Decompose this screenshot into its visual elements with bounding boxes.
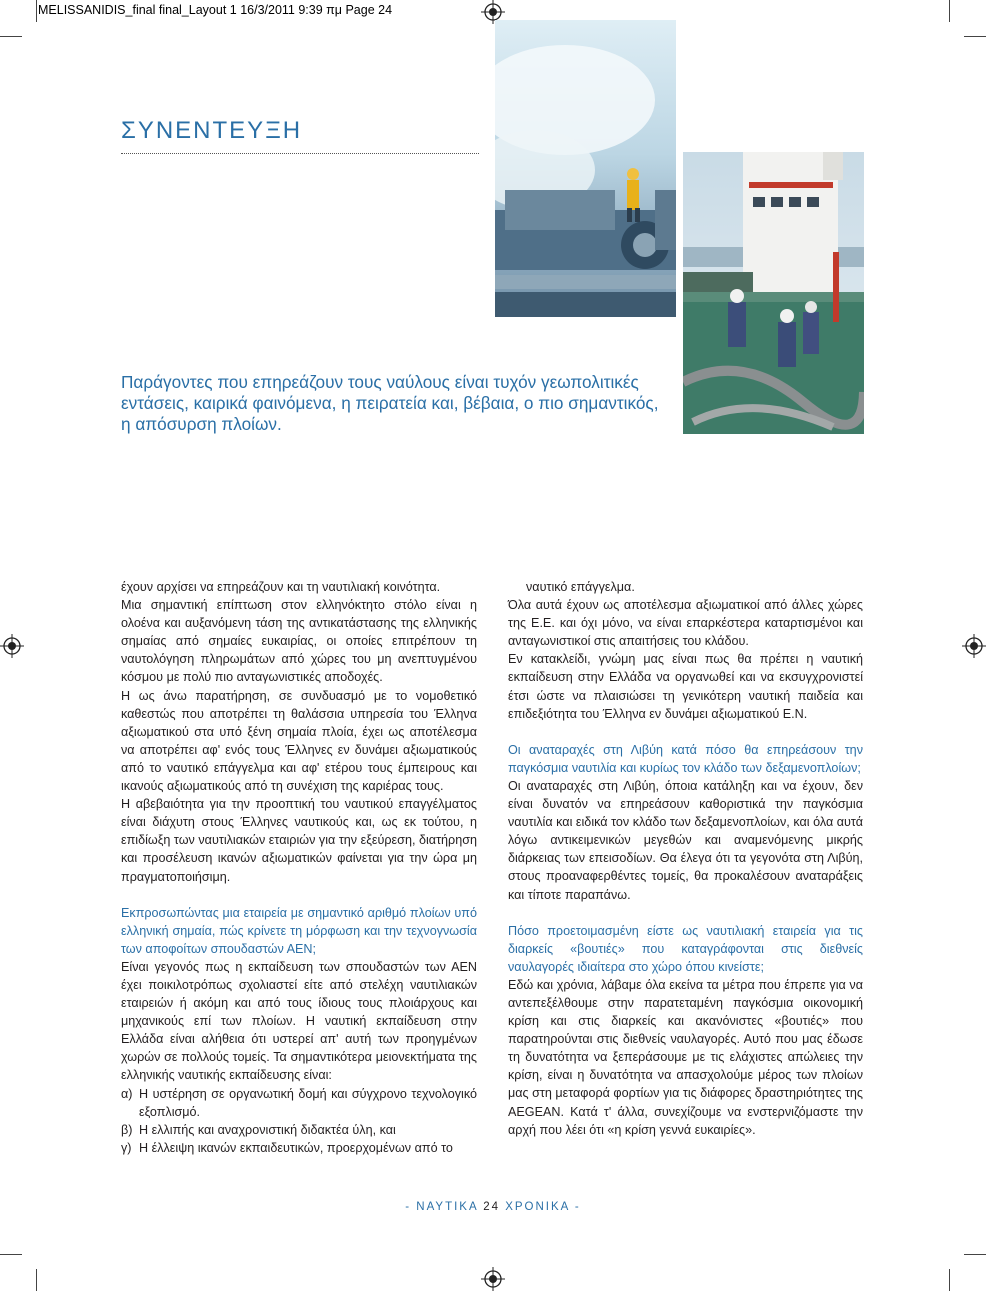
crop-mark-tr-h	[964, 36, 986, 37]
print-slug: MELISSANIDIS_final final_Layout 1 16/3/2011 9:39 πμ Page 24	[38, 3, 393, 17]
list-marker: α)	[121, 1086, 133, 1101]
crop-mark-br-v	[949, 1269, 950, 1291]
crop-mark-tr-v	[949, 0, 950, 22]
col2-question-2: Πόσο προετοιμασμένη είστε ως ναυτιλιακή εταιρεία για τις διαρκείς «βουτιές» που καταγράφονται στις διεθνείς ναυλαγορές ιδιαίτερα στο χώρο όπου κινείστε;	[508, 923, 863, 974]
crop-mark-br-h	[964, 1254, 986, 1255]
crop-mark-tl-v	[36, 0, 37, 22]
crop-mark-tl-h	[0, 36, 22, 37]
col2-paragraph-1: ναυτικό επάγγελμα.	[526, 580, 635, 594]
col1-paragraph-3: Η ως άνω παρατήρηση, σε συνδυασμό με το νομοθετικό καθεστώς που αποτρέπει τη θαλάσσια υπηρεσία του Έλληνα αξιωματικού στα υπό ξένη σημαία πλοία, έχει ως αποτέλεσμα να αποτρέπει αφ' ενός τους Έλληνες εν δυνάμει αξιωματικούς από το ναυτικό επάγγελμα και αφ' ετέρου τους έμπειρους και ικανούς αξιωματικούς από τη συνέχιση της καριέρας τους.	[121, 688, 477, 794]
crop-mark-bl-v	[36, 1269, 37, 1291]
col2-answer-1: Οι αναταραχές στη Λιβύη, όποια κατάληξη και να έχουν, δεν είναι δυνατόν να επηρεάσουν καθοριστικά την παγκόσμια ναυτιλία και ειδικά τον κλάδο των δεξαμενοπλοίων, και όλα αυτά λόγω αντικειμενικών μεγεθών και αναμενόμενης μικρής διάρκειας των επεισοδίων. Θα έλεγα ότι τα γεγονότα στη Λιβύη, στους προαναφερθέντες τομείς, θα προκαλέσουν αναταράξεις και τίποτε παραπάνω.	[508, 778, 863, 902]
lead-pull-quote: Παράγοντες που επηρεάζουν τους ναύλους είναι τυχόν γεωπολιτικές εντάσεις, καιρικά φαινόμενα, η πειρατεία και, βέβαια, ο πιο σημαντικός, η απόσυρση πλοίων.	[121, 372, 659, 434]
registration-mark-left-icon	[0, 634, 24, 658]
crop-mark-bl-h	[0, 1254, 22, 1255]
page-footer	[0, 1201, 986, 1213]
list-marker: β)	[121, 1122, 133, 1137]
registration-mark-right-icon	[962, 634, 986, 658]
footer-magazine-word-2: ΧΡΟΝΙΚΑ	[505, 1201, 570, 1213]
list-item	[121, 1121, 477, 1139]
list-text: Η έλλειψη ικανών εκπαιδευτικών, προερχομένων από το	[139, 1140, 453, 1155]
list-text: Η υστέρηση σε οργανωτική δομή και σύγχρονο τεχνολογικό εξοπλισμό.	[139, 1086, 477, 1119]
col2-paragraph-3: Εν κατακλείδι, γνώμη μας είναι πως θα πρέπει η ναυτική εκπαίδευση στην Ελλάδα να οργανωθεί και να εκσυγχρονιστεί έτσι ώστε να πλαισιώσει τη γενικότερη ναυτική παιδεία και επιδεξιότητα του Έλληνα εν δυνάμει αξιωματικού Ε.Ν.	[508, 652, 863, 721]
photo-tanker-deck-crew	[683, 152, 864, 434]
registration-mark-bottom-icon	[481, 1267, 505, 1291]
photo-ship-machinery	[495, 20, 676, 317]
col2-answer-2: Εδώ και χρόνια, λάβαμε όλα εκείνα τα μέτρα που έπρεπε για να αντεπεξέλθουμε στην παρατεταμένη παγκόσμια οικονομική κρίση και στις διαρκείς και ακανόνιστες «βουτιές» που παρατηρούνται στις διεθνείς ναυλαγορές. Αυτό που μας έδωσε τη δυνατότητα να ξεπεράσουμε με τις ελάχιστες απώλειες την κρίση, είναι η δυνατότητα να απασχολούμε μέρος των πλοίων μας στη μεταφορά φορτίων για τις διάφορες δραστηριότητες της AEGEAN. Κατά τ' άλλα, συνεχίζουμε να ενστερνιζόμαστε την αρχή που λέει ότι «η κρίση γεννά ευκαιρίες».	[508, 977, 863, 1137]
col1-answer-1: Είναι γεγονός πως η εκπαίδευση των σπουδαστών των ΑΕΝ έχει ποικιλοτρόπως σχολιαστεί είτε από στελέχη ναυτιλιακών εταιρειών ή ακόμη και από τους ίδιους τους πλοιάρχους και μηχανικούς επί των πλοίων. Η ναυτική εκπαίδευση στην Ελλάδα είναι αλήθεια ότι υστερεί απ' αυτή των προηγμένων χωρών σε πολλούς τομείς. Τα σημαντικότερα μειονεκτήματα της ελληνικής ναυτικής εκπαίδευσης είναι:	[121, 959, 477, 1083]
heading-dotted-rule	[121, 153, 479, 154]
list-item	[121, 1085, 477, 1121]
col1-paragraph-2: Μια σημαντική επίπτωση στον ελληνόκτητο στόλο είναι η ολοένα και αυξανόμενη τάση της αντικατάστασης της ελληνικής σημαίας από σημαίες ευκαιρίας, οι οποίες επιτρέπουν τη ναυτολόγηση πληρωμάτων από χώρες του μη ανεπτυγμένου κόσμου με πολύ πιο ανταγωνιστικές αποδοχές.	[121, 598, 477, 685]
col1-paragraph-4: Η αβεβαιότητα για την προοπτική του ναυτικού επαγγέλματος είναι διάχυτη στους Έλληνες ναυτικούς και, ως εκ τούτου, η επιδίωξη των ναυτιλιακών εταιριών για την εξεύρεση, διατήρηση και προσέλευση ικανών αξιωματικών φαίνεται για την ώρα μη πραγματοποιήσιμη.	[121, 797, 477, 884]
col1-paragraph-1: έχουν αρχίσει να επηρεάζουν και τη ναυτιλιακή κοινότητα.	[121, 580, 441, 594]
col2-question-1: Οι αναταραχές στη Λιβύη κατά πόσο θα επηρεάσουν την παγκόσμια ναυτιλία και κυρίως τον κλάδο των δεξαμενοπλοίων;	[508, 742, 863, 775]
page-number: 24	[483, 1201, 500, 1213]
col2-paragraph-2: Όλα αυτά έχουν ως αποτέλεσμα αξιωματικοί από άλλες χώρες της Ε.Ε. και όχι μόνο, να είναι επαρκέστερα καταρτισμένοι και ανταγωνιστικοί στις απαιτήσεις του κλάδου.	[508, 598, 863, 649]
text-column-left	[121, 578, 477, 1157]
section-heading: ΣΥΝΕΝΤΕΥΞΗ	[121, 117, 303, 144]
list-item	[121, 1139, 477, 1157]
footer-dash-right: -	[574, 1201, 581, 1213]
list-text: Η ελλιπής και αναχρονιστική διδακτέα ύλη, και	[139, 1122, 396, 1137]
footer-dash-left: -	[405, 1201, 412, 1213]
text-column-right	[508, 578, 863, 1139]
col1-question-1: Εκπροσωπώντας μια εταιρεία με σημαντικό αριθμό πλοίων υπό ελληνική σημαία, πώς κρίνετε τη μόρφωση και την τεχνογνωσία των αποφοίτων σπουδαστών ΑΕΝ;	[121, 905, 477, 956]
list-marker: γ)	[121, 1140, 132, 1155]
footer-magazine-word-1: ΝΑΥΤΙΚΑ	[416, 1201, 478, 1213]
